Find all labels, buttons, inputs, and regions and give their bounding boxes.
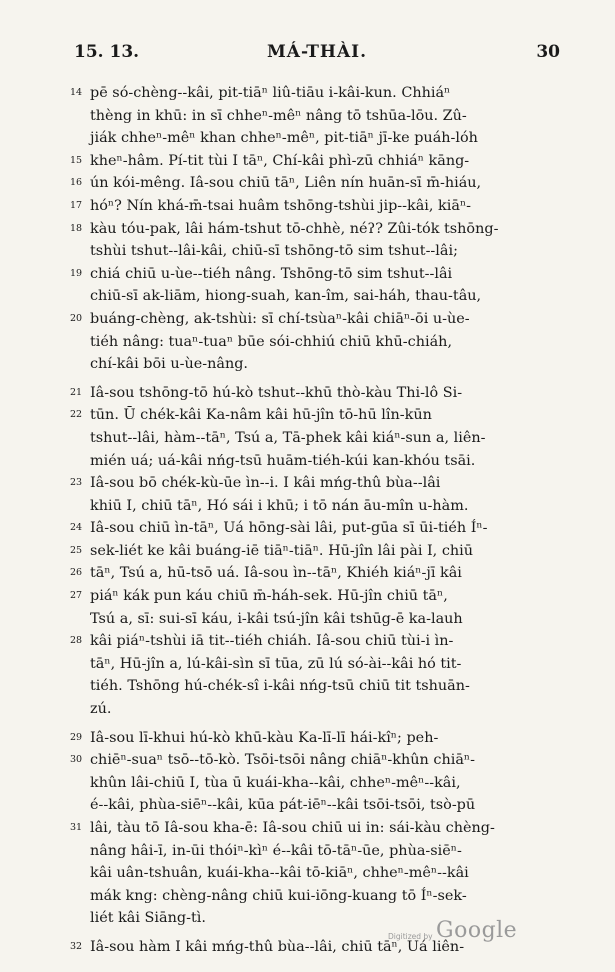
text-line <box>70 308 562 331</box>
text-line <box>70 794 562 817</box>
text-line <box>70 195 562 218</box>
text-line <box>70 105 562 128</box>
line-text: zú. <box>90 701 112 718</box>
text-line <box>70 218 562 241</box>
verse-number: 24 <box>70 522 83 534</box>
line-text: Iâ-sou hàm I kâi mńg-thû bùa--lâi, chiū tāⁿ, Uá liên- <box>90 938 465 955</box>
line-text: jiák chheⁿ-mêⁿ khan chheⁿ-mêⁿ, pit-tiāⁿ jī-ke puáh-lóh <box>90 130 478 147</box>
text-line <box>70 450 562 473</box>
line-text: sek-liét ke kâi buáng-iē tiāⁿ-tiāⁿ. Hū-jîn lâi pài I, chiū <box>90 542 474 559</box>
verse-number: 21 <box>70 386 83 398</box>
text-line <box>70 840 562 863</box>
line-text: tshut--lâi, hàm--tāⁿ, Tsú a, Tā-phek kâi kiáⁿ-sun a, liên- <box>90 429 486 446</box>
line-text: Tsú a, sī: sui-sī káu, i-kâi tsú-jîn kâi tshūg-ē ka-lauh <box>90 610 463 627</box>
line-text: chiá chiū u-ùe--tiéh nâng. Tshōng-tō sim tshut--lâi <box>90 265 453 282</box>
text-line <box>70 495 562 518</box>
verse-number: 31 <box>70 822 83 833</box>
text-line <box>70 517 562 540</box>
text-line <box>70 749 562 772</box>
text-line <box>70 263 562 286</box>
verse-number: 30 <box>70 754 83 766</box>
page-header <box>74 42 560 68</box>
text-line <box>70 885 562 908</box>
verse-number: 27 <box>70 590 83 602</box>
line-text: lâi, tàu tō Iâ-sou kha-ē: Iâ-sou chiū ui in: sái-kàu chèng- <box>90 820 495 836</box>
text-line <box>70 630 562 653</box>
line-text: hóⁿ? Nín khá-m̄-tsai huâm tshōng-tshùi jip--kâi, kiāⁿ- <box>90 197 472 214</box>
line-text: Iâ-sou chiū ìn-tāⁿ, Uá hōng-sài lâi, put-gūa sī ūi-tiéh Íⁿ- <box>90 520 488 537</box>
text-line <box>70 427 562 450</box>
verse-number: 29 <box>70 731 83 743</box>
text-line <box>70 82 562 105</box>
line-text: ún kói-mêng. Iâ-sou chiū tāⁿ, Liên nín huān-sī m̄-hiáu, <box>90 175 482 192</box>
line-text: khiū I, chiū tāⁿ, Hó sái i khū; i tō nán āu-mîn u-hàm. <box>90 497 469 514</box>
text-line <box>70 127 562 150</box>
line-text: mák kng: chèng-nâng chiū kui-iōng-kuang tō Íⁿ-sek- <box>90 887 467 904</box>
verse-number: 28 <box>70 635 83 647</box>
text-line <box>70 698 562 721</box>
text-line <box>70 772 562 795</box>
line-text: pē só-chèng--kâi, pit-tiāⁿ liû-tiāu i-kâi-kun. Chhiáⁿ <box>90 85 451 101</box>
line-text: tiéh. Tshōng hú-chék-sî i-kâi nńg-tsū chiū tit tshuān- <box>90 678 470 695</box>
line-text: tshùi tshut--lâi-kâi, chiū-sī tshōng-tō sim tshut--lâi; <box>90 243 458 260</box>
line-text: Iâ-sou bō chék-kù-ūe ìn--i. I kâi mńg-thû bùa--lâi <box>90 475 441 492</box>
verse-number: 22 <box>70 409 83 421</box>
text-line <box>70 404 562 427</box>
verse-number: 14 <box>70 87 83 98</box>
book-title: MÁ-THÀI. <box>266 42 368 62</box>
line-text: kàu tóu-pak, lâi hám-tshut tō-chhè, néʔ? Zûi-tók tshōng- <box>90 220 499 237</box>
text-line <box>70 675 562 698</box>
text-line <box>70 585 562 608</box>
line-text: tāⁿ, Tsú a, hū-tsō uá. Iâ-sou ìn--tāⁿ, Khiéh kiáⁿ-jī kâi <box>90 565 462 582</box>
text-line <box>70 562 562 585</box>
text-line <box>70 240 562 263</box>
line-text: kâi piáⁿ-tshùi iā tit--tiéh chiáh. Iâ-sou chiū tùi-i ìn- <box>90 633 454 650</box>
text-line <box>70 353 562 376</box>
text-line <box>70 172 562 195</box>
verse-number: 26 <box>70 567 83 579</box>
watermark-small-text: Digitized by <box>388 932 433 941</box>
line-text: chiēⁿ-suaⁿ tsō--tō-kò. Tsōi-tsōi nâng chiāⁿ-khûn chiāⁿ- <box>90 752 475 769</box>
line-text: é--kâi, phùa-siēⁿ--kâi, kūa pát-iēⁿ--kâi tsōi-tsōi, tsò-pū <box>90 797 476 814</box>
line-text: kâi uân-tshuân, kuái-kha--kâi tō-kiāⁿ, chheⁿ-mêⁿ--kâi <box>90 865 469 882</box>
verse-number: 17 <box>70 199 83 211</box>
verse-number: 15 <box>70 154 83 166</box>
line-text: tāⁿ, Hū-jîn a, lú-kâi-sìn sī tūa, zū lú só-ài--kâi hó tit- <box>90 655 462 672</box>
line-text: thèng in khū: in sī chheⁿ-mêⁿ nâng tō tshūa-lōu. Zû- <box>90 107 467 124</box>
text-line <box>70 727 562 750</box>
line-text: liét kâi Siāng-tì. <box>90 910 206 927</box>
text-line <box>70 653 562 676</box>
line-text: tiéh nâng: tuaⁿ-tuaⁿ būe sói-chhiú chiū khū-chiáh, <box>90 333 453 350</box>
text-line <box>70 150 562 173</box>
text-line <box>70 862 562 885</box>
verse-number: 23 <box>70 477 83 489</box>
page-number: 30 <box>536 42 560 62</box>
text-line <box>70 817 562 840</box>
line-text: khûn lâi-chiū I, tùa ū kuái-kha--kâi, chheⁿ-mêⁿ--kâi, <box>90 774 461 791</box>
digitized-watermark <box>388 918 518 948</box>
verse-number: 25 <box>70 544 83 556</box>
verse-number: 16 <box>70 177 83 189</box>
verse-number: 19 <box>70 267 83 279</box>
line-text: piáⁿ kák pun káu chiū m̄-háh-sek. Hū-jîn chiū tāⁿ, <box>90 588 448 605</box>
text-line <box>70 331 562 354</box>
line-text: tūn. Ū chék-kâi Ka-nâm kâi hū-jîn tō-hū lîn-kūn <box>90 407 432 424</box>
line-text: chí-kâi bōi u-ùe-nâng. <box>90 356 249 373</box>
line-text: Iâ-sou lī-khui hú-kò khū-kàu Ka-lī-lī hái-kîⁿ; peh- <box>90 729 439 746</box>
line-text: nâng hâi-ī, in-ūi thóiⁿ-kìⁿ é--kâi tō-tāⁿ-ūe, phùa-siēⁿ- <box>90 842 462 859</box>
verse-number: 18 <box>70 222 83 234</box>
line-text: Iâ-sou tshōng-tō hú-kò tshut--khū thò-kàu Thi-lô Si- <box>90 384 463 401</box>
verse-number: 32 <box>70 940 83 952</box>
text-line <box>70 608 562 631</box>
chapter-verse-reference: 15. 13. <box>74 42 140 62</box>
text-line <box>70 382 562 405</box>
text-line <box>70 285 562 308</box>
line-text: kheⁿ-hâm. Pí-tit tùi I tāⁿ, Chí-kâi phì-zū chhiáⁿ kāng- <box>90 152 470 169</box>
verse-number: 20 <box>70 312 83 324</box>
text-line <box>70 472 562 495</box>
line-text: buáng-chèng, ak-tshùi: sī chí-tsùaⁿ-kâi chiāⁿ-ōi u-ùe- <box>90 310 470 327</box>
line-text: mién uá; uá-kâi nńg-tsū huām-tiéh-kúi kan-khóu tsāi. <box>90 452 476 469</box>
watermark-logo-text: Google <box>436 918 518 943</box>
text-line <box>70 540 562 563</box>
body-text <box>70 82 562 959</box>
line-text: chiū-sī ak-liām, hiong-suah, kan-îm, sai-háh, thau-tâu, <box>90 288 482 305</box>
